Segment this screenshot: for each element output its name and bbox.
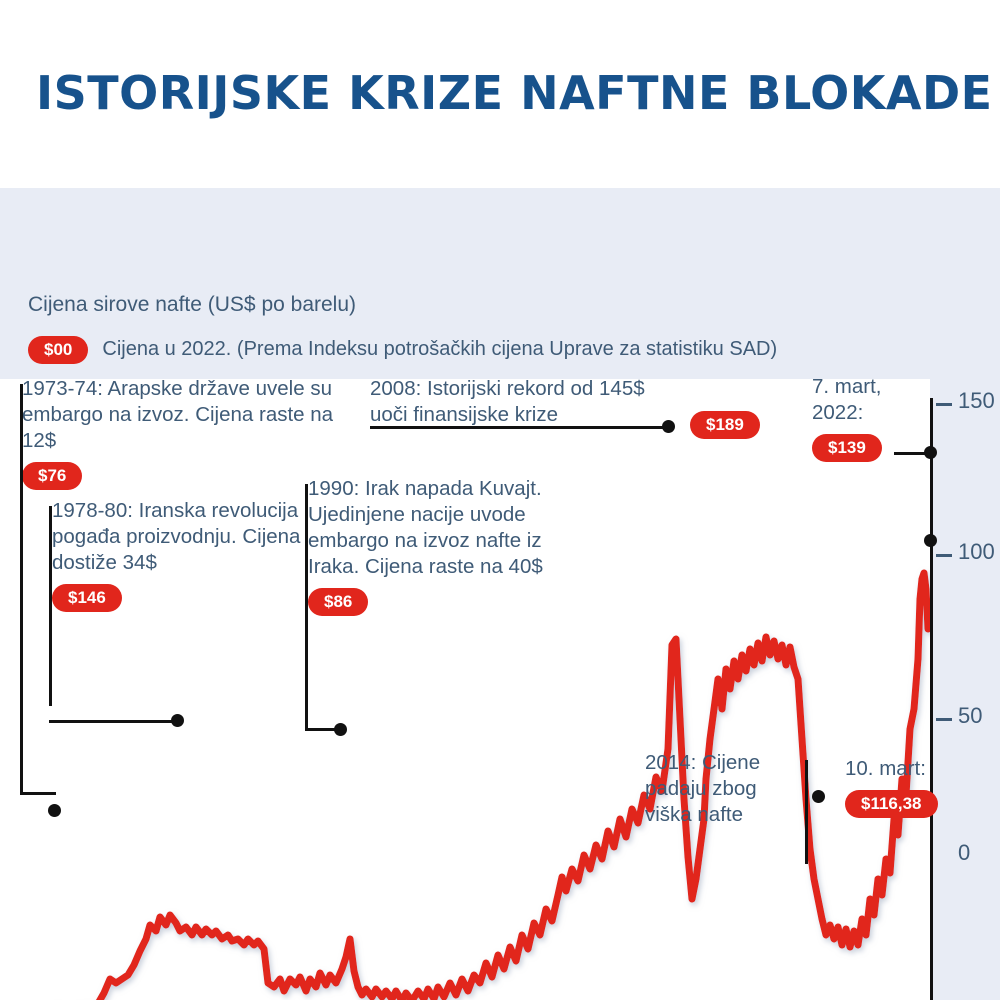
y-tick-50 xyxy=(936,718,952,721)
connector-rekord-2008-horizontal xyxy=(370,426,670,429)
chart-panel xyxy=(0,188,1000,1000)
connector-iran-1978-vertical xyxy=(49,506,52,706)
marker-iran-1978 xyxy=(171,714,184,727)
legend-row xyxy=(28,336,777,364)
marker-mart-10-2022 xyxy=(924,534,937,547)
legend-pill: $00 xyxy=(28,336,88,364)
annotation-mart-10-2022-text: 10. mart: xyxy=(845,757,926,780)
annotation-mart-2022 xyxy=(812,374,932,462)
annotation-mart-2022-pill: $139 xyxy=(812,434,882,462)
annotation-embargo-1973-pill: $76 xyxy=(22,462,82,490)
annotation-embargo-1973-text: 1973-74: Arapske države uvele su embargo na izvoz. Cijena raste na 12$ xyxy=(22,377,334,452)
annotation-iran-1978-pill: $146 xyxy=(52,584,122,612)
y-label-0: 0 xyxy=(958,840,971,865)
annotation-rekord-2008 xyxy=(370,376,670,428)
annotation-mart-10-2022 xyxy=(845,756,995,818)
page-title: ISTORIJSKE KRIZE NAFTNE BLOKADE xyxy=(36,66,993,120)
connector-irak-1990-vertical xyxy=(305,484,308,728)
annotation-iran-1978-text: 1978-80: Iranska revolucija pogađa proizvodnju. Cijena dostiže 34$ xyxy=(52,499,301,574)
marker-rekord-2008 xyxy=(662,420,675,433)
annotation-pad-2014-text: 2014: Cijene padaju zbog viška nafte xyxy=(645,751,761,826)
marker-mart-2022 xyxy=(924,446,937,459)
annotation-rekord-2008-text: 2008: Istorijski rekord od 145$ uoči finansijske krize xyxy=(370,377,645,426)
annotation-mart-10-2022-pill: $116,38 xyxy=(845,790,938,818)
y-tick-100 xyxy=(936,554,952,557)
annotation-irak-1990 xyxy=(308,476,578,616)
legend-label: Cijena u 2022. (Prema Indeksu potrošačkih cijena Uprave za statistiku SAD) xyxy=(102,338,778,361)
y-label-150: 150 xyxy=(958,388,995,413)
annotation-irak-1990-text: 1990: Irak napada Kuvajt. Ujedinjene nacije uvode embargo na izvoz nafte iz Iraka. Cijena raste na 40$ xyxy=(308,477,543,578)
y-axis-line xyxy=(930,398,933,1000)
y-label-100: 100 xyxy=(958,539,995,564)
annotation-rekord-2008-pill: $189 xyxy=(690,411,760,439)
annotation-iran-1978 xyxy=(52,498,302,612)
y-label-50: 50 xyxy=(958,703,983,728)
marker-pad-2014 xyxy=(812,790,825,803)
connector-embargo-1973-vertical xyxy=(20,384,23,794)
axis-caption: Cijena sirove nafte (US$ po barelu) xyxy=(28,293,357,316)
title-bar xyxy=(0,0,1000,188)
connector-iran-1978-horizontal xyxy=(49,720,179,723)
connector-embargo-1973-horizontal xyxy=(20,792,56,795)
connector-pad-2014-vertical xyxy=(805,760,808,864)
marker-irak-1990 xyxy=(334,723,347,736)
annotation-pad-2014 xyxy=(645,750,805,828)
annotation-mart-2022-text: 7. mart, 2022: xyxy=(812,375,882,424)
marker-embargo-1973 xyxy=(48,804,61,817)
y-tick-150 xyxy=(936,403,952,406)
annotation-irak-1990-pill: $86 xyxy=(308,588,368,616)
annotation-embargo-1973 xyxy=(22,376,352,490)
